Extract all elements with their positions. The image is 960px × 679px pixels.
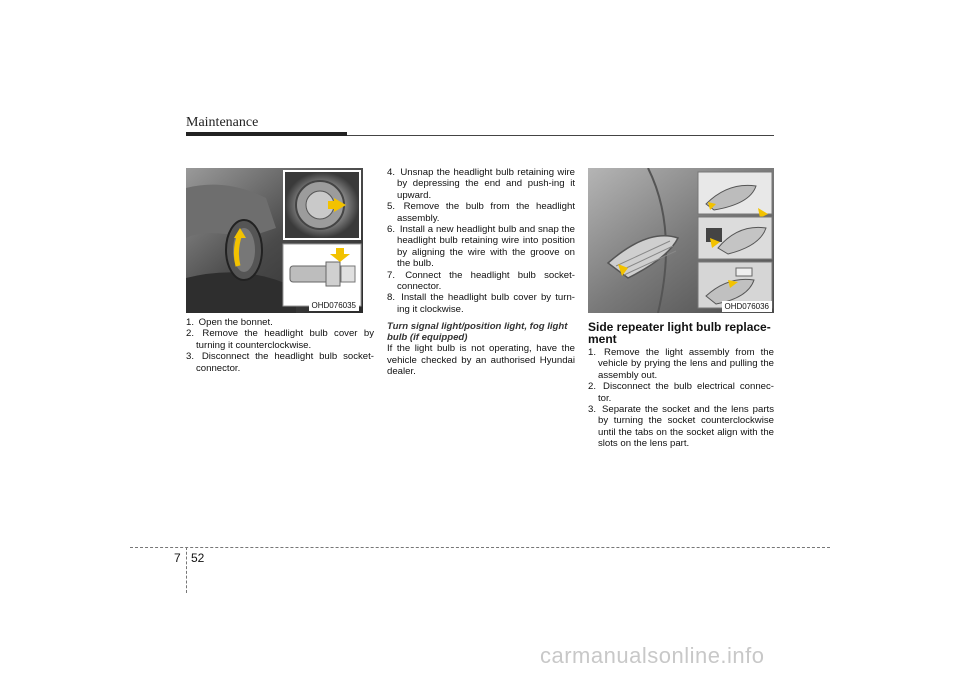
- chapter-number: 7: [174, 551, 181, 565]
- list-item: 3. Disconnect the headlight bulb socket-connector.: [186, 351, 374, 374]
- section-title: Side repeater light bulb replace-ment: [588, 320, 771, 346]
- column-3: [588, 318, 774, 450]
- watermark: carmanualsonline.info: [540, 643, 765, 668]
- steps-list-col1: [186, 317, 374, 374]
- list-item: 5. Remove the bulb from the headlight assembly.: [387, 201, 575, 224]
- list-item: 1. Remove the light assembly from the vehicle by prying the lens and pulling the assembly out.: [588, 347, 774, 381]
- headlight-photo: [186, 168, 363, 313]
- figure-label-right: OHD076036: [722, 301, 772, 312]
- subsection-heading: Turn signal light/position light, fog light bulb (if equipped): [387, 321, 568, 344]
- side-repeater-photo: [588, 168, 774, 313]
- list-item: 7. Connect the headlight bulb socket-connector.: [387, 269, 575, 293]
- page-number: 52: [191, 551, 205, 565]
- column-1: [186, 317, 374, 374]
- side-repeater-figure: [588, 168, 774, 313]
- footer-divider: [186, 547, 187, 593]
- figure-label-left: OHD076035: [309, 300, 359, 311]
- list-item: 4. Unsnap the headlight bulb retaining wire by depressing the end and push-ing it upward.: [387, 167, 575, 201]
- column-2: [387, 167, 575, 378]
- list-item: 6. Install a new headlight bulb and snap the headlight bulb retaining wire into position by aligning the wire with the groove on the bulb.: [387, 224, 575, 270]
- list-item: 3. Separate the socket and the lens parts by turning the socket counterclockwise until the tabs on the socket align with the slots on the lens part.: [588, 404, 775, 450]
- list-item: 2. Disconnect the bulb electrical connec-tor.: [588, 381, 774, 404]
- section-header: Maintenance: [186, 115, 259, 130]
- list-item: 8. Install the headlight bulb cover by turn-ing it clockwise.: [387, 292, 575, 315]
- steps-list-col3: [588, 347, 774, 450]
- steps-list-col2: [387, 167, 575, 315]
- list-item: 2. Remove the headlight bulb cover by turning it counterclockwise.: [186, 328, 375, 351]
- footer-rule: [130, 547, 830, 548]
- subsection-paragraph: If the light bulb is not operating, have the vehicle checked by an authorised Hyundai dealer.: [387, 343, 575, 378]
- headlight-figure: [186, 168, 363, 313]
- list-item: 1. Open the bonnet.: [186, 317, 273, 328]
- header-rule-accent: [186, 132, 347, 136]
